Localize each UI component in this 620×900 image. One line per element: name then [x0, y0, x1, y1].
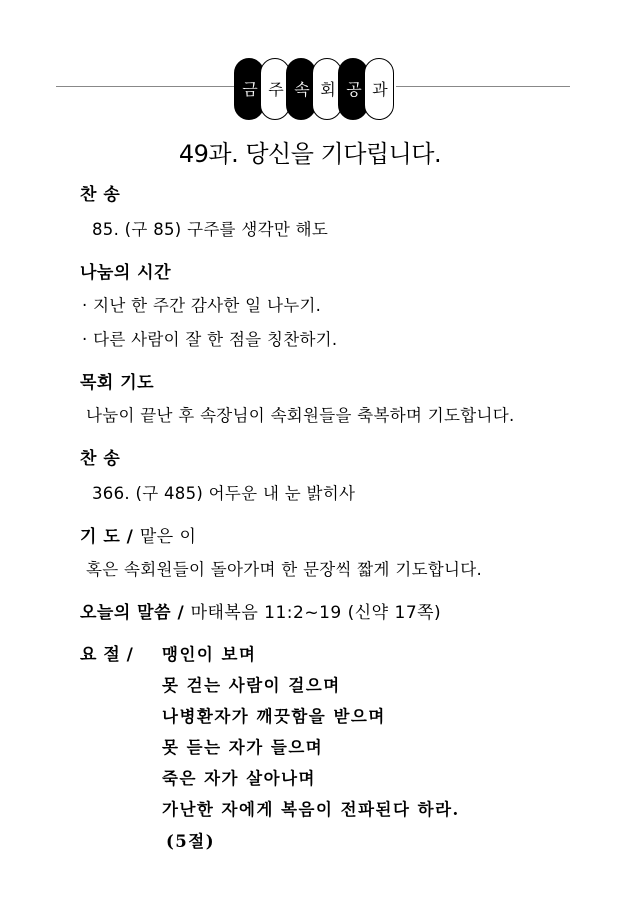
section-heading-key-verse: 요 절 /	[80, 645, 134, 665]
verse-line: 못 걷는 사람이 걸으며	[162, 676, 341, 695]
banner-char: 과	[372, 80, 388, 99]
list-item: · 다른 사람이 잘 한 점을 칭찬하기.	[82, 330, 338, 349]
prayer-sub: 맡은 이	[139, 527, 197, 547]
banner-char: 회	[320, 80, 336, 99]
banner-char: 공	[346, 80, 362, 99]
banner-rule-left	[56, 86, 236, 87]
verse-reference: (5절)	[166, 832, 216, 851]
lesson-title: 49과. 당신을 기다립니다.	[178, 140, 442, 168]
section-heading-sharing: 나눔의 시간	[80, 263, 172, 283]
section-heading-prayer	[80, 522, 196, 547]
banner-char: 주	[268, 80, 284, 99]
banner-rule-right	[396, 86, 570, 87]
prayer-text: 혹은 속회원들이 돌아가며 한 문장씩 짧게 기도합니다.	[86, 560, 483, 579]
section-heading-pastoral-prayer: 목회 기도	[80, 373, 155, 393]
banner-char: 금	[242, 80, 258, 99]
verse-line: 나병환자가 깨끗함을 받으며	[162, 707, 386, 726]
pastoral-prayer-text: 나눔이 끝난 후 속장님이 속회원들을 축복하며 기도합니다.	[86, 406, 515, 425]
list-item: · 지난 한 주간 감사한 일 나누기.	[82, 296, 322, 315]
prayer-label: 기 도 /	[80, 527, 134, 547]
hymn-text: 366. (구 485) 어두운 내 눈 밝히사	[92, 484, 356, 503]
scripture-reference: 마태복음 11:2~19 (신약 17쪽)	[190, 603, 442, 623]
banner-pill	[364, 58, 394, 120]
verse-line: 가난한 자에게 복음이 전파된다 하라.	[162, 800, 460, 819]
verse-line: 죽은 자가 살아나며	[162, 769, 317, 788]
header-banner	[0, 56, 620, 122]
section-heading-hymn: 찬 송	[80, 185, 121, 205]
todays-word-label: 오늘의 말씀 /	[80, 603, 185, 623]
section-heading-todays-word	[80, 598, 441, 623]
verse-line: 못 듣는 자가 들으며	[162, 738, 324, 757]
banner-char: 속	[294, 80, 310, 99]
verse-line: 맹인이 보며	[162, 645, 257, 664]
hymn-text: 85. (구 85) 구주를 생각만 해도	[92, 220, 329, 239]
section-heading-hymn: 찬 송	[80, 449, 121, 469]
